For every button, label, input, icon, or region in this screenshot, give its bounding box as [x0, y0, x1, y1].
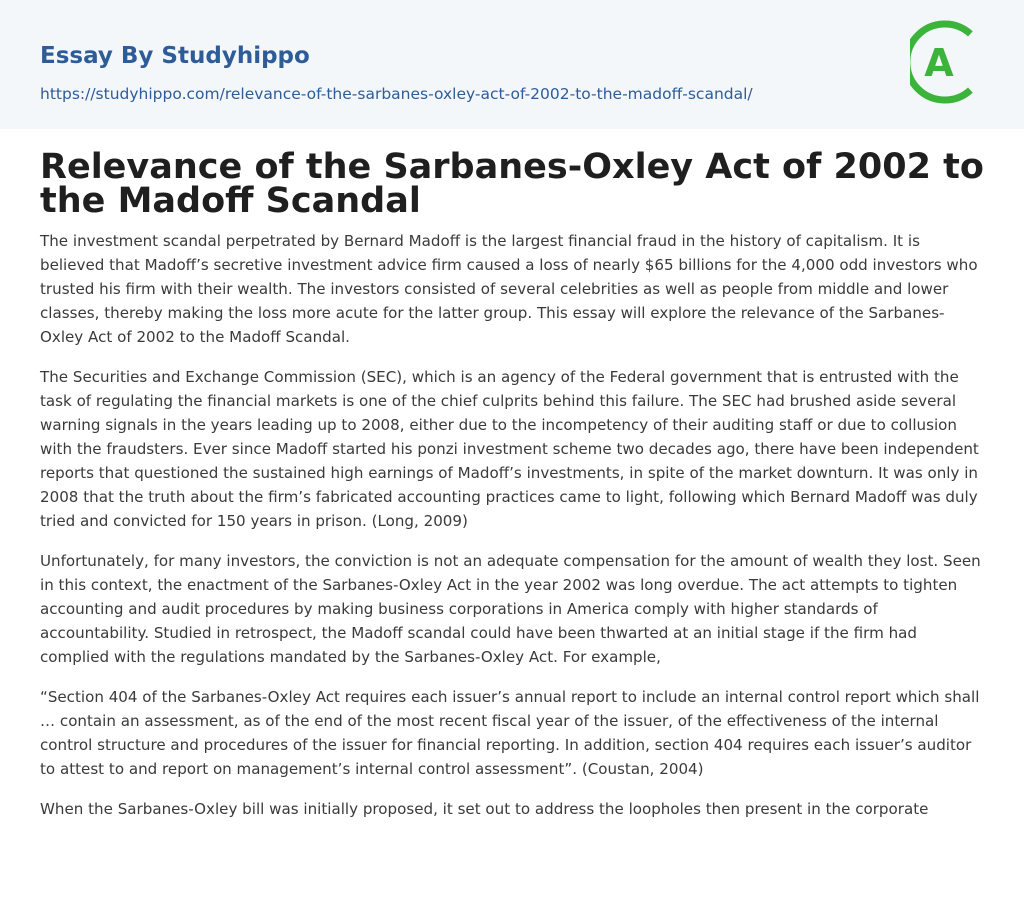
essay-paragraph: When the Sarbanes-Oxley bill was initially proposed, it set out to address the loopholes then present in the corporate: [40, 800, 929, 818]
essay-title: Relevance of the Sarbanes-Oxley Act of 2002 to the Madoff Scandal: [40, 147, 984, 221]
essay-body: [40, 229, 984, 837]
essay-paragraph: “Section 404 of the Sarbanes-Oxley Act requires each issuer’s annual report to include an internal control report which shall … contain an assessment, as of the end of the most recent fiscal year of the issuer, of the effectiveness of the internal control structure and procedures of the issuer for financial reporting. In addition, section 404 requires each issuer’s auditor to attest to and report on management’s internal control assessment”. (Coustan, 2004): [40, 688, 980, 778]
site-title[interactable]: Essay By Studyhippo: [40, 43, 310, 69]
page-url-link[interactable]: https://studyhippo.com/relevance-of-the-sarbanes-oxley-act-of-2002-to-the-madoff-scandal/: [40, 85, 753, 103]
logo-letter: A: [924, 41, 954, 85]
essay-paragraph: The Securities and Exchange Commission (SEC), which is an agency of the Federal government that is entrusted with the task of regulating the financial markets is one of the chief culprits behind this failure. The SEC had brushed aside several warning signals in the years leading up to 2008, either due to the incompetency of their auditing staff or due to collusion with the fraudsters. Ever since Madoff started his ponzi investment scheme two decades ago, there have been independent reports that questioned the sustained high earnings of Madoff’s investments, in spite of the market downturn. It was only in 2008 that the truth about the firm’s fabricated accounting practices came to light, following which Bernard Madoff was duly tried and convicted for 150 years in prison. (Long, 2009): [40, 368, 979, 530]
essay-paragraph: Unfortunately, for many investors, the conviction is not an adequate compensation for the amount of wealth they lost. Seen in this context, the enactment of the Sarbanes-Oxley Act in the year 2002 was long overdue. The act attempts to tighten accounting and audit procedures by making business corporations in America comply with higher standards of accountability. Studied in retrospect, the Madoff scandal could have been thwarted at an initial stage if the firm had complied with the regulations mandated by the Sarbanes-Oxley Act. For example,: [40, 552, 981, 666]
essay-paragraph: The investment scandal perpetrated by Bernard Madoff is the largest financial fraud in the history of capitalism. It is believed that Madoff’s secretive investment advice firm caused a loss of nearly $65 billions for the 4,000 odd investors who trusted his firm with their wealth. The investors consisted of several celebrities as well as people from middle and lower classes, thereby making the loss more acute for the latter group. This essay will explore the relevance of the Sarbanes-Oxley Act of 2002 to the Madoff Scandal.: [40, 232, 978, 346]
